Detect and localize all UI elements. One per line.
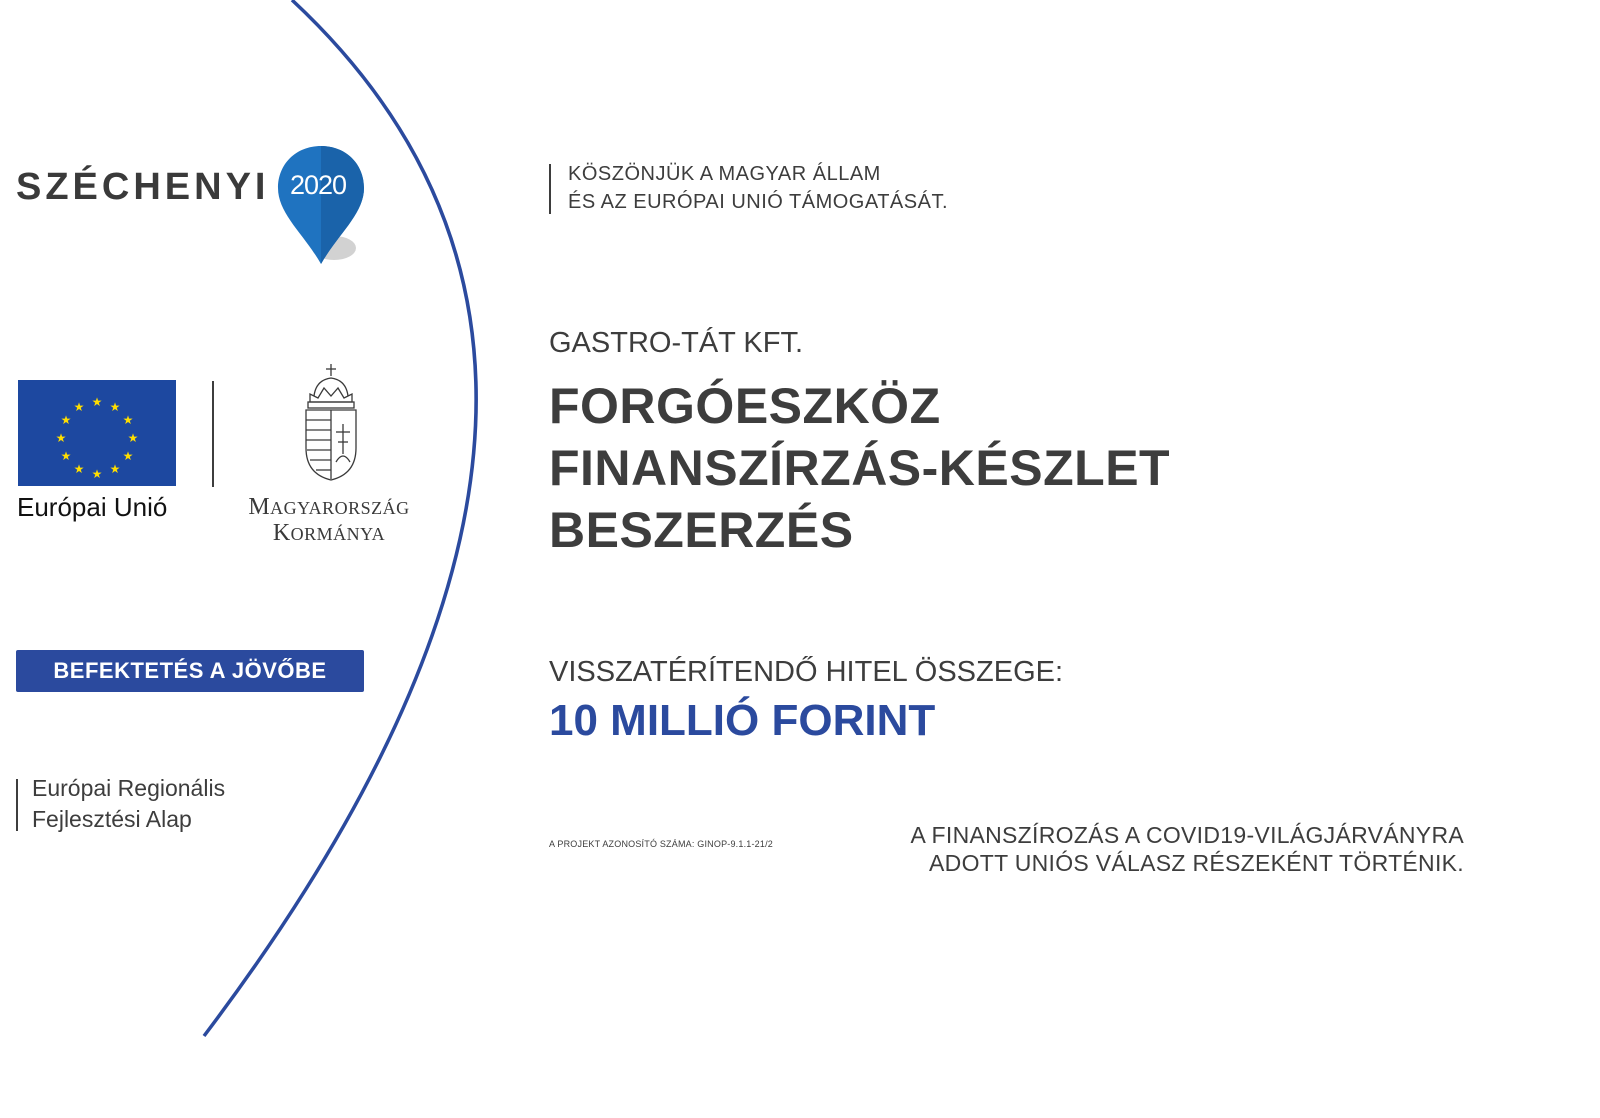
svg-text:★: ★: [60, 449, 72, 463]
svg-text:★: ★: [55, 431, 67, 445]
government-name-line-2: [234, 520, 424, 547]
logo-year: 2020: [289, 170, 347, 200]
gov-line-1-rest: AGYARORSZÁG: [270, 498, 410, 518]
szechenyi-wordmark: SZÉCHENYI: [16, 166, 270, 208]
svg-text:★: ★: [91, 467, 103, 481]
svg-text:★: ★: [109, 400, 121, 414]
fund-name-line-2: Fejlesztési Alap: [32, 806, 192, 832]
fund-name-line-1: Európai Regionális: [32, 775, 226, 801]
svg-text:★: ★: [109, 462, 121, 476]
fund-divider: [16, 779, 18, 831]
invest-in-future-badge: BEFEKTETÉS A JÖVŐBE: [16, 650, 364, 692]
svg-text:★: ★: [122, 413, 134, 427]
location-pin-icon: [276, 144, 366, 266]
svg-text:★: ★: [73, 400, 85, 414]
svg-text:★: ★: [73, 462, 85, 476]
thanks-line-1: KÖSZÖNJÜK A MAGYAR ÁLLAM: [568, 163, 881, 185]
eu-label: Európai Unió: [17, 492, 168, 522]
government-name-line-1: [234, 494, 424, 521]
loan-amount-label: VISSZATÉRÍTENDŐ HITEL ÖSSZEGE:: [549, 656, 1064, 688]
covid-note-line-2: ADOTT UNIÓS VÁLASZ RÉSZEKÉNT TÖRTÉNIK.: [929, 850, 1464, 876]
thanks-divider: [549, 164, 551, 214]
svg-text:★: ★: [60, 413, 72, 427]
hungarian-coat-of-arms-icon: [296, 362, 366, 484]
loan-amount-value: 10 MILLIÓ FORINT: [549, 696, 936, 745]
gov-line-1-initial: M: [248, 494, 271, 520]
svg-text:★: ★: [91, 395, 103, 409]
eu-flag-icon: [18, 380, 176, 486]
company-name: GASTRO-TÁT KFT.: [549, 327, 804, 359]
project-title-line-3: BESZERZÉS: [549, 502, 854, 558]
logo-divider: [212, 381, 214, 487]
project-id: A PROJEKT AZONOSÍTÓ SZÁMA: GINOP-9.1.1-21/2: [549, 839, 773, 849]
covid-note-line-1: A FINANSZÍROZÁS A COVID19-VILÁGJÁRVÁNYRA: [910, 822, 1464, 848]
svg-text:★: ★: [127, 431, 139, 445]
project-title-line-2: FINANSZÍRZÁS-KÉSZLET: [549, 440, 1171, 496]
thanks-line-2: ÉS AZ EURÓPAI UNIÓ TÁMOGATÁSÁT.: [568, 191, 949, 213]
svg-text:★: ★: [122, 449, 134, 463]
gov-line-2-rest: ORMÁNYA: [290, 524, 386, 544]
gov-line-2-initial: K: [272, 520, 291, 546]
project-title-line-1: FORGÓESZKÖZ: [549, 378, 941, 434]
